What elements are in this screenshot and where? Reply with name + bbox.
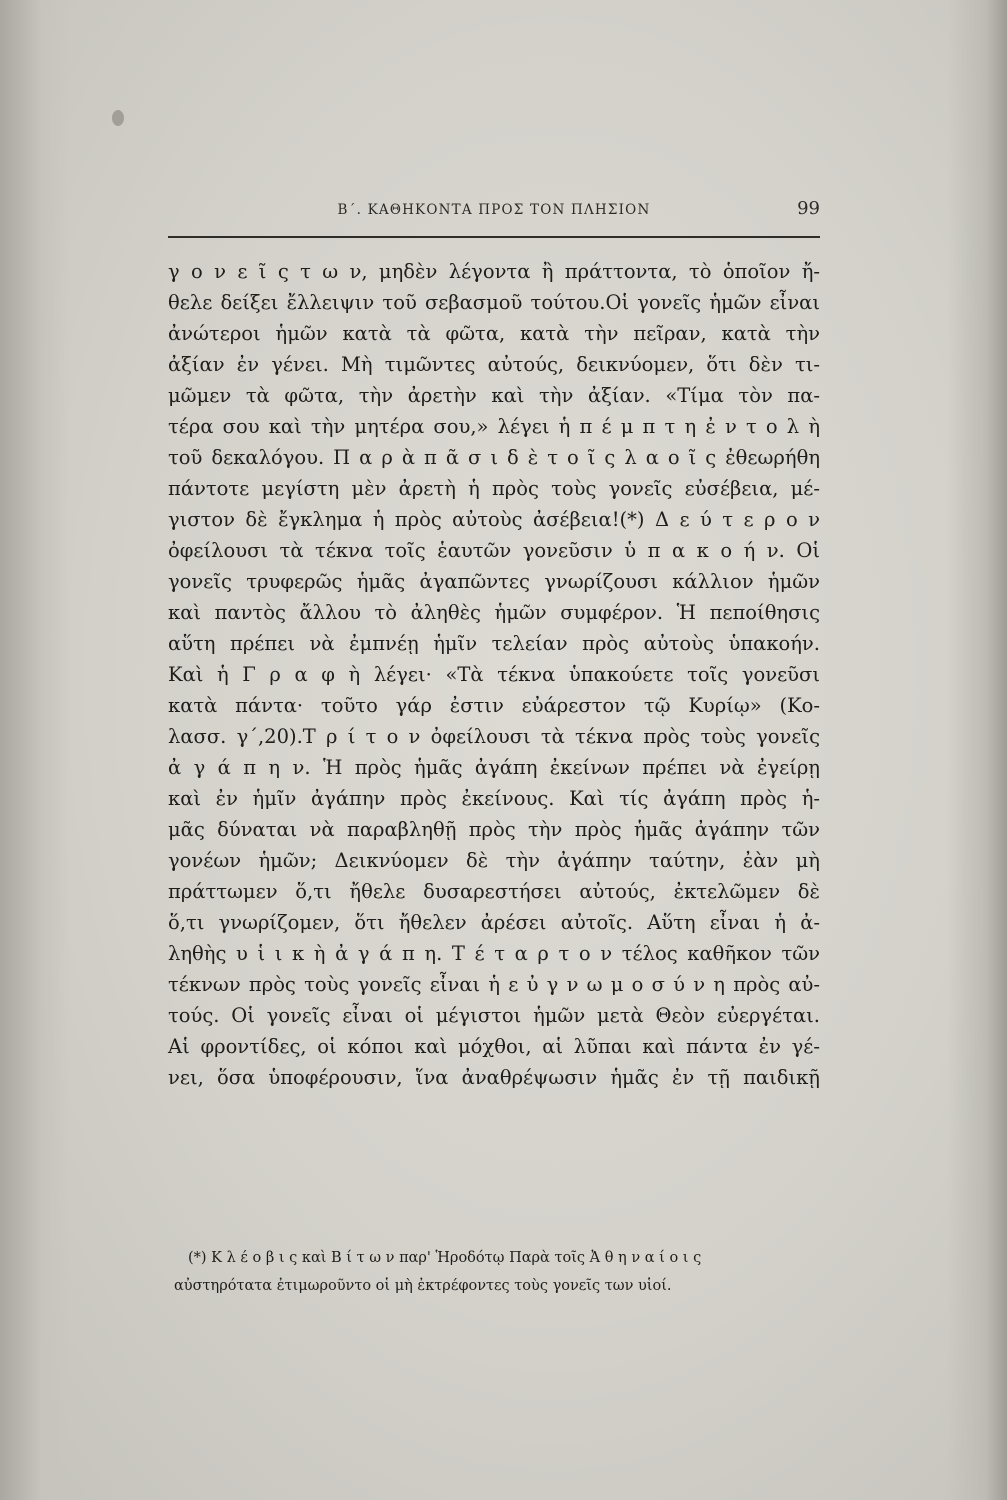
- body-line: ἀνώτεροι ἡμῶν κατὰ τὰ φῶτα, κατὰ τὴν πεῖραν, κατὰ τὴν: [168, 322, 820, 345]
- body-line: γ ο ν ε ῖ ς τ ω ν, μηδὲν λέγοντα ἢ πράττοντα, τὸ ὁποῖον ἤ-: [168, 260, 820, 283]
- body-line: αὕτη πρέπει νὰ ἐμπνέῃ ἡμῖν τελείαν πρὸς αὐτοὺς ὑπακοήν.: [168, 632, 820, 655]
- body-line: ὀφείλουσι τὰ τέκνα τοῖς ἑαυτῶν γονεῦσιν ὑ π α κ ο ή ν. Οἱ: [168, 539, 820, 562]
- page-header: [168, 196, 820, 230]
- body-line: τέκνων πρὸς τοὺς γονεῖς εἶναι ἡ ε ὐ γ ν ω μ ο σ ύ ν η πρὸς αὐ-: [168, 973, 820, 996]
- page-edge-shadow-right: [947, 0, 1007, 1500]
- body-line: καὶ παντὸς ἄλλου τὸ ἀληθὲς ἡμῶν συμφέρον. Ἡ πεποίθησις: [168, 601, 820, 624]
- page-number: 99: [797, 198, 820, 219]
- body-line: ὅ,τι γνωρίζομεν, ὅτι ἤθελεν ἀρέσει αὐτοῖς. Αὕτη εἶναι ἡ ἀ-: [168, 911, 820, 934]
- body-line: τοῦ δεκαλόγου. Π α ρ ὰ π ᾶ σ ι δ ὲ τ ο ῖ ς λ α ο ῖ ς ἐθεωρήθη: [168, 446, 820, 469]
- body-line: θελε δείξει ἔλλειψιν τοῦ σεβασμοῦ τούτου.Οἱ γονεῖς ἡμῶν εἶναι: [168, 291, 820, 314]
- body-line: μῶμεν τὰ φῶτα, τὴν ἀρετὴν καὶ τὴν ἀξίαν. «Τίμα τὸν πα-: [168, 384, 820, 407]
- body-line: Αἱ φροντίδες, οἱ κόποι καὶ μόχθοι, αἱ λῦπαι καὶ πάντα ἐν γέ-: [168, 1035, 820, 1058]
- body-line: λασσ. γ΄,20).Τ ρ ί τ ο ν ὀφείλουσι τὰ τέκνα πρὸς τοὺς γονεῖς: [168, 725, 820, 748]
- body-line: πράττωμεν ὅ,τι ἤθελε δυσαρεστήσει αὐτούς, ἐκτελῶμεν δὲ: [168, 880, 820, 903]
- body-line: τούς. Οἱ γονεῖς εἶναι οἱ μέγιστοι ἡμῶν μετὰ Θεὸν εὐεργέται.: [168, 1004, 820, 1027]
- body-line: Καὶ ἡ Γ ρ α φ ὴ λέγει· «Τὰ τέκνα ὑπακούετε τοῖς γονεῦσι: [168, 663, 820, 686]
- body-line: ἀ γ ά π η ν. Ἡ πρὸς ἡμᾶς ἀγάπη ἐκείνων πρέπει νὰ ἐγείρῃ: [168, 756, 820, 779]
- body-line: πάντοτε μεγίστη μὲν ἀρετὴ ἡ πρὸς τοὺς γονεῖς εὐσέβεια, μέ-: [168, 477, 820, 500]
- body-line: κατὰ πάντα· τοῦτο γάρ ἐστιν εὐάρεστον τῷ Κυρίῳ» (Κο-: [168, 694, 820, 717]
- body-line: νει, ὅσα ὑποφέρουσιν, ἵνα ἀναθρέψωσιν ἡμᾶς ἐν τῇ παιδικῇ: [168, 1066, 820, 1089]
- footnotes: [168, 1244, 820, 1300]
- body-line: γιστον δὲ ἔγκλημα ἡ πρὸς αὐτοὺς ἀσέβεια!(*) Δ ε ύ τ ε ρ ο ν: [168, 508, 820, 531]
- paper-blemish: [112, 110, 124, 126]
- body-line: ληθὴς υ ἱ ι κ ὴ ἀ γ ά π η. Τ έ τ α ρ τ ο ν τέλος καθῆκον τῶν: [168, 942, 820, 965]
- body-line: τέρα σου καὶ τὴν μητέρα σου,» λέγει ἡ π έ μ π τ η ἐ ν τ ο λ ὴ: [168, 415, 820, 438]
- footnote-line: αὐστηρότατα ἐτιμωροῦντο οἱ μὴ ἐκτρέφοντες τοὺς γονεῖς των υἱοί.: [174, 1278, 672, 1294]
- body-line: γονέων ἡμῶν; Δεικνύομεν δὲ τὴν ἀγάπην ταύτην, ἐὰν μὴ: [168, 849, 820, 872]
- body-line: γονεῖς τρυφερῶς ἡμᾶς ἀγαπῶντες γνωρίζουσι κάλλιον ἡμῶν: [168, 570, 820, 593]
- footnote-line: (*) Κ λ έ ο β ι ς καὶ Β ί τ ω ν παρ' Ἡροδότῳ Παρὰ τοῖς Ἀ θ η ν α ί ο ι ς: [188, 1250, 702, 1266]
- body-line: καὶ ἐν ἡμῖν ἀγάπην πρὸς ἐκείνους. Καὶ τίς ἀγάπη πρὸς ἡ-: [168, 787, 820, 810]
- page-edge-shadow-left: [0, 0, 70, 1500]
- body-line: ἀξίαν ἐν γένει. Μὴ τιμῶντες αὐτούς, δεικνύομεν, ὅτι δὲν τι-: [168, 353, 820, 376]
- body-text: [168, 256, 820, 1093]
- running-title: Β΄. ΚΑΘΗΚΟΝΤΑ ΠΡΟΣ ΤΟΝ ΠΛΗΣΙΟΝ: [337, 202, 651, 218]
- header-rule: [168, 236, 820, 238]
- body-line: μᾶς δύναται νὰ παραβληθῇ πρὸς τὴν πρὸς ἡμᾶς ἀγάπην τῶν: [168, 818, 820, 841]
